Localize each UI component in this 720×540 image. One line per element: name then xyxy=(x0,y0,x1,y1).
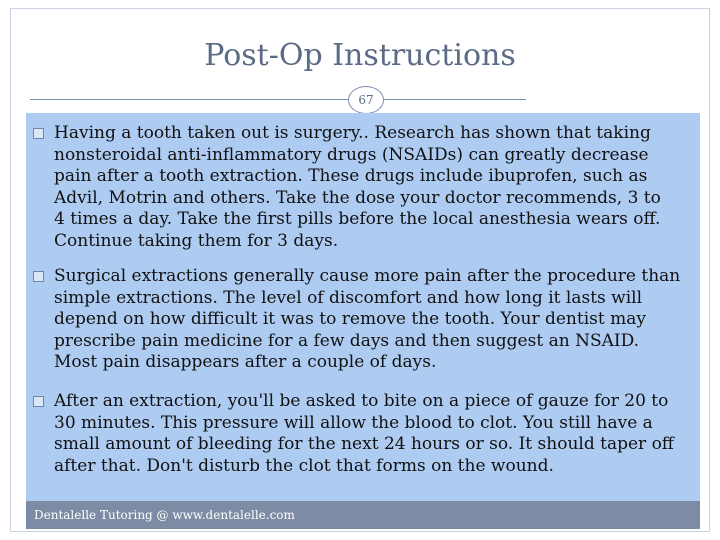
content-panel xyxy=(26,113,700,501)
square-bullet-icon xyxy=(33,128,44,139)
square-bullet-icon xyxy=(33,271,44,282)
slide-title: Post-Op Instructions xyxy=(204,38,516,73)
footer-bar xyxy=(26,501,700,529)
page-number: 67 xyxy=(358,93,374,107)
title-divider-right xyxy=(384,99,526,100)
bullet-text: Surgical extractions generally cause more pain after the procedure than simple extractions. The level of discomfort and how long it lasts will depend on how difficult it was to remove the tooth. Your dentist may prescribe pain medicine for a few days and then suggest an NSAID. Most pain disappears after a couple of days. xyxy=(54,266,681,372)
footer-text: Dentalelle Tutoring @ www.dentalelle.com xyxy=(34,508,295,522)
bullet-text: Having a tooth taken out is surgery.. Research has shown that taking nonsteroidal anti-inflammatory drugs (NSAIDs) can greatly decrease pain after a tooth extraction. These drugs include ibuprofen, such as Advil, Motrin and others. Take the dose your doctor recommends, 3 to 4 times a day. Take the first pills before the local anesthesia wears off. Continue taking them for 3 days. xyxy=(54,123,661,251)
bullet-text: After an extraction, you'll be asked to bite on a piece of gauze for 20 to 30 minutes. This pressure will allow the blood to clot. You still have a small amount of bleeding for the next 24 hours or so. It should taper off after that. Don't disturb the clot that forms on the wound. xyxy=(54,391,674,476)
square-bullet-icon xyxy=(33,396,44,407)
title-divider-left xyxy=(30,99,348,100)
page-number-badge xyxy=(348,86,384,114)
